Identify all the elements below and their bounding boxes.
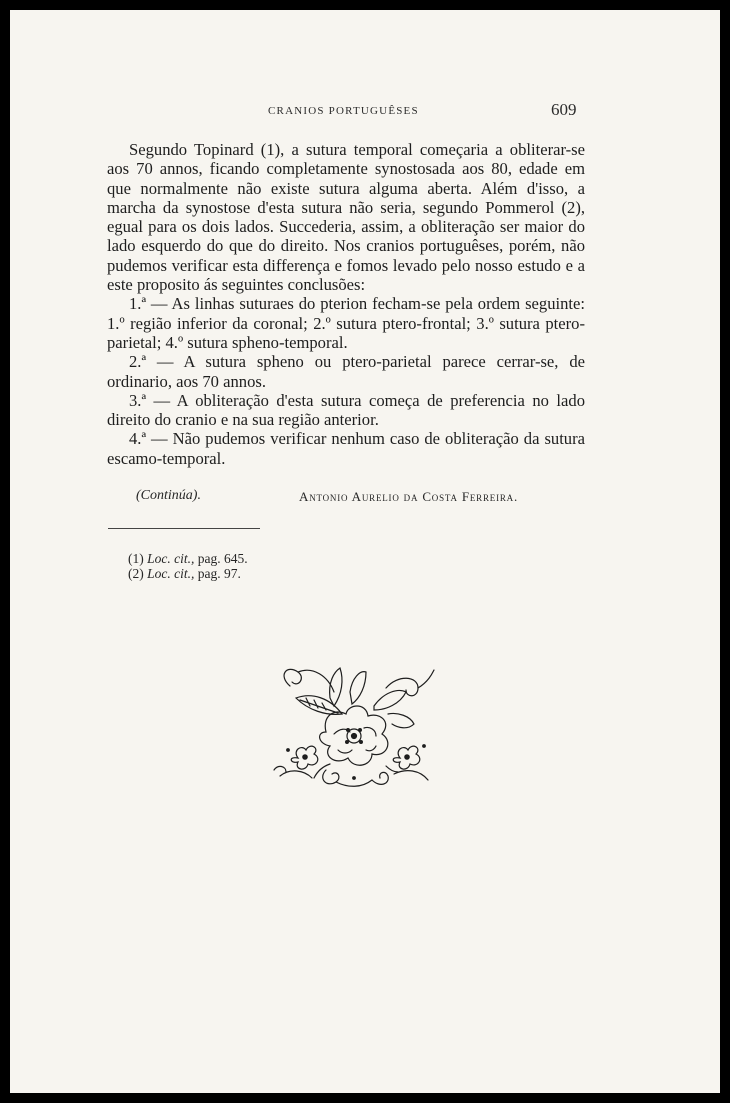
footnote-page: pag. 645. — [197, 551, 248, 566]
footnote-mark: (2) — [128, 566, 144, 581]
body-text — [107, 140, 585, 468]
book-page — [10, 10, 720, 1093]
paragraph-conclusion-4: 4.ª — Não pudemos verificar nenhum caso de obliteração da sutura escamo-temporal. — [107, 429, 585, 468]
running-title: CRANIOS PORTUGUÊSES — [268, 105, 419, 117]
continua-note: (Continúa). — [136, 488, 201, 503]
footnote-1 — [128, 551, 248, 566]
paragraph-conclusion-2: 2.ª — A sutura spheno ou ptero-parietal parece cerrar-se, de ordinario, aos 70 annos. — [107, 352, 585, 391]
author-signature: Antonio Aurelio da Costa Ferreira. — [299, 489, 519, 504]
footnote-ref: Loc. cit., — [147, 566, 195, 581]
page-header — [10, 102, 720, 122]
footnote-ref: Loc. cit., — [147, 551, 195, 566]
footnote-divider — [108, 528, 260, 529]
floral-ornament-icon — [268, 658, 438, 790]
footnotes — [128, 551, 248, 581]
footnote-2 — [128, 566, 248, 581]
article-closing — [10, 488, 720, 510]
footnote-mark: (1) — [128, 551, 144, 566]
paragraph-conclusion-3: 3.ª — A obliteração d'esta sutura começa de preferencia no lado direito do cranio e na sua região anterior. — [107, 390, 585, 430]
footnote-page: pag. 97. — [197, 566, 241, 581]
page-number: 609 — [551, 100, 577, 119]
paragraph-conclusion-1: 1.ª — As linhas suturaes do pterion fecham-se pela ordem seguinte: 1.º região inferior da coronal; 2.º sutura ptero-frontal; 3.º sutura ptero-parietal; 4.º sutura spheno-temporal. — [107, 294, 585, 352]
paragraph-intro: Segundo Topinard (1), a sutura temporal começaria a obliterar-se aos 70 annos, ficando completamente synostosada aos 80, edade em que normalmente não existe sutura alguma aberta. Além d'isso, a marcha da synostose d'esta sutura não seria, segundo Pommerol (2), egual para os dois lados. Succederia, assim, a obliteração ser maior do lado esquerdo do que do direito. Nos cranios portuguêses, porém, não pudemos verificar esta differença e fomos levado pelo nosso estudo e a este proposito ás seguintes conclusões: — [107, 140, 585, 295]
